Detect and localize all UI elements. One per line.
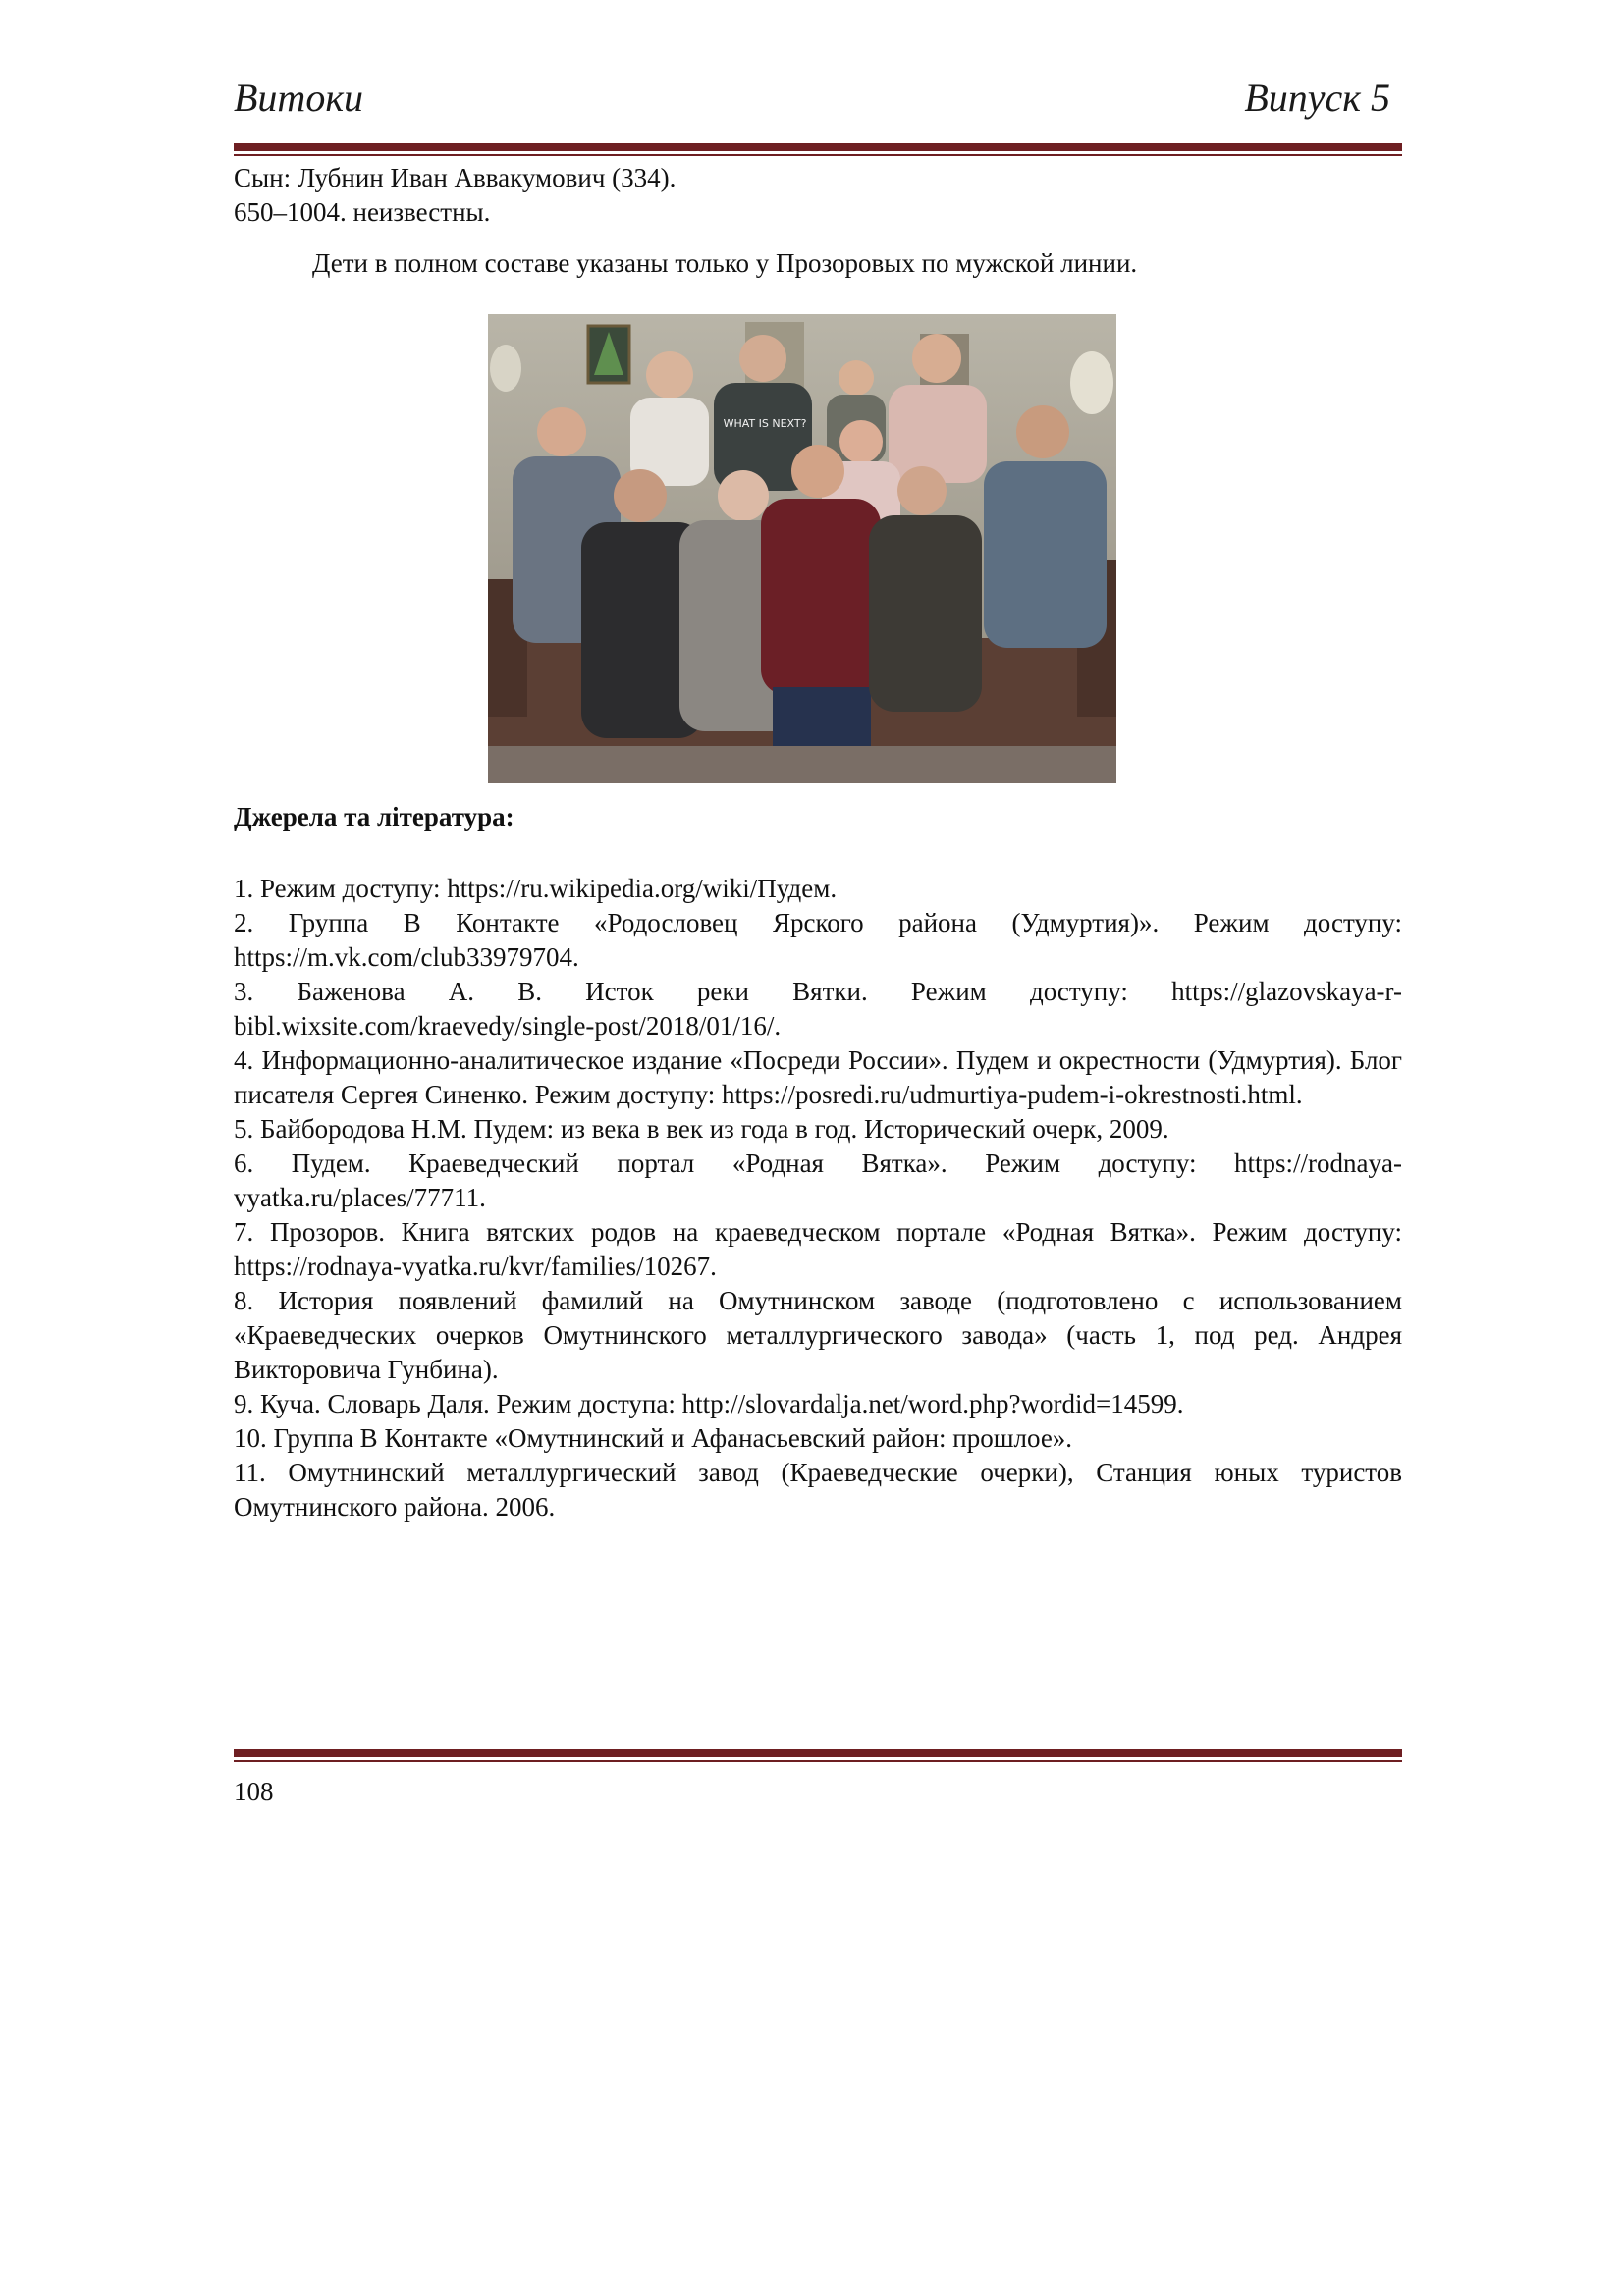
source-item: 8. История появлений фамилий на Омутнинском заводе (подготовлено с использованием «Краеведческих очерков Омутнинского металлургического завода» (часть 1, под ред. Андрея Викторовича Гунбина). [234,1286,1402,1384]
intro-line-2: 650–1004. неизвестны. [234,197,491,227]
source-item: 2. Группа В Контакте «Родословец Ярского района (Удмуртия)». Режим доступу: https://m.vk.com/club33979704. [234,908,1402,972]
source-item: 9. Куча. Словарь Даля. Режим доступа: http://slovardalja.net/word.php?wordid=14599. [234,1389,1184,1418]
source-item: 4. Информационно-аналитическое издание «Посреди России». Пудем и окрестности (Удмуртия). Блог писателя Сергея Синенко. Режим доступу: https://posredi.ru/udmurtiya-pudem-i-okrestnosti.html. [234,1045,1402,1109]
page-number: 108 [234,1777,274,1806]
source-item: 10. Группа В Контакте «Омутнинский и Афанасьевский район: прошлое». [234,1423,1073,1453]
source-item: 1. Режим доступу: https://ru.wikipedia.org/wiki/Пудем. [234,874,838,903]
intro-line-1: Сын: Лубнин Иван Аввакумович (334). [234,163,677,192]
family-photo [488,314,1116,783]
source-item: 6. Пудем. Краеведческий портал «Родная Вятка». Режим доступу: https://rodnaya-vyatka.ru/places/77711. [234,1148,1402,1212]
running-header-left: Витоки [234,76,364,120]
intro-block [234,161,1402,281]
intro-paragraph: Дети в полном составе указаны только у Прозоровых по мужской линии. [312,248,1138,278]
source-item: 5. Байбородова Н.М. Пудем: из века в век из года в год. Исторический очерк, 2009. [234,1114,1169,1144]
source-item: 7. Прозоров. Книга вятских родов на краеведческом портале «Родная Вятка». Режим доступу: https://rodnaya-vyatka.ru/kvr/families/10267. [234,1217,1402,1281]
tshirt-print: WHAT IS NEXT? [723,417,807,430]
sources-list [234,872,1402,1524]
header-rule [234,143,1402,156]
footer-rule [234,1749,1402,1762]
source-item: 3. Баженова А. В. Исток реки Вятки. Режим доступу: https://glazovskaya-r-bibl.wixsite.com/kraevedy/single-post/2018/01/16/. [234,977,1402,1041]
source-item: 11. Омутнинский металлургический завод (Краеведческие очерки), Станция юных туристов Омутнинского района. 2006. [234,1458,1402,1522]
running-header-right: Випуск 5 [1244,76,1390,120]
sources-heading: Джерела та література: [234,802,514,831]
